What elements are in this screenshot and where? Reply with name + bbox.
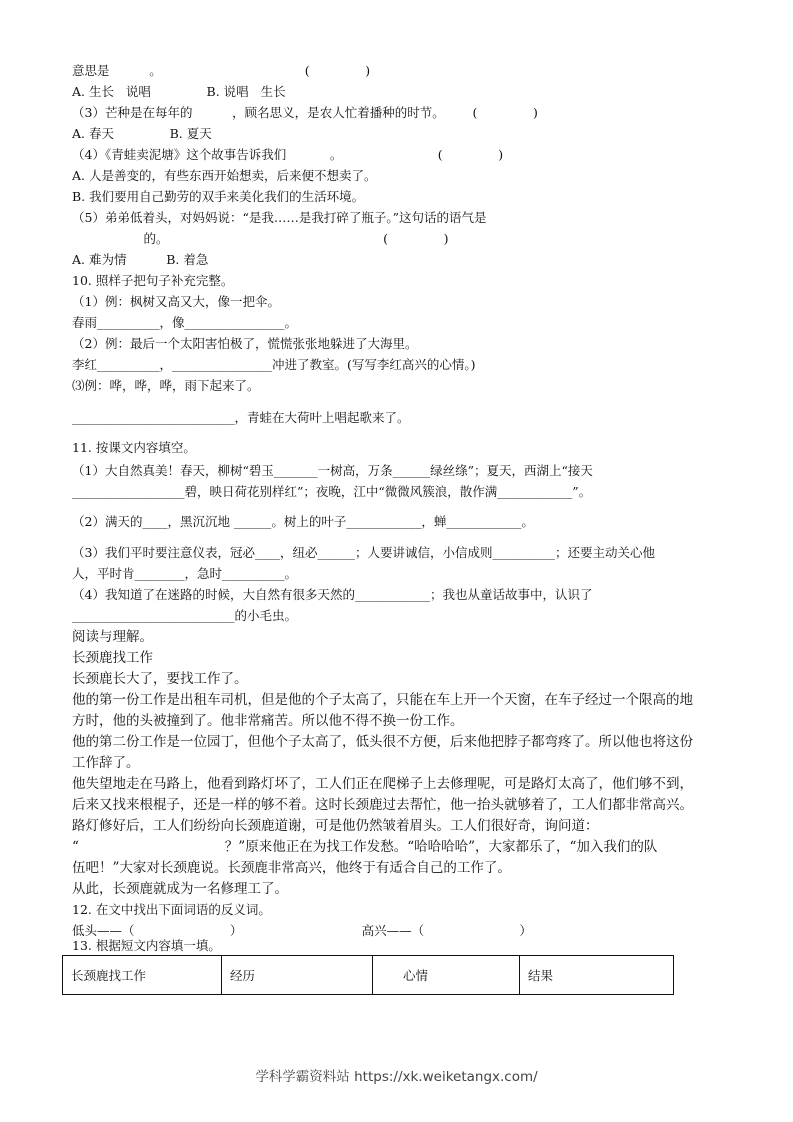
example-line: （2）例：最后一个太阳害怕极了，慌慌张张地躲进了大海里。 — [72, 336, 418, 351]
story-paragraph: 他的第二份工作是一位园丁，但他个子太高了，低头很不方便，后来他把脖子都弯疼了。所以他也将这份 — [72, 734, 693, 750]
section-heading: 11. 按课文内容填空。 — [72, 440, 196, 455]
table-cell: 结果 — [520, 956, 674, 995]
fill-line: __________________________，青蛙在大荷叶上唱起歌来了。 — [72, 410, 410, 425]
question-line: （3）芒种是在每年的 ，顾名思义，是农人忙着播种的时节。 ( ) — [72, 105, 538, 120]
fill-line: （3）我们平时要注意仪表，冠必____，纽必______；人要讲诚信，小信成则__________；还要主动关心他 — [72, 545, 655, 560]
fill-line: 低头——（ ） 高兴——（ ） — [72, 923, 532, 938]
story-paragraph: 方时，他的头被撞到了。他非常痛苦。所以他不得不换一份工作。 — [72, 713, 464, 729]
fill-line: 人，平时肯________，急时__________。 — [72, 566, 298, 581]
story-paragraph: 伍吧！”大家对长颈鹿说。长颈鹿非常高兴，他终于有适合自己的工作了。 — [72, 860, 511, 876]
fill-line: 李红__________，________________冲进了教室。(写写李红高兴的心情。) — [72, 357, 476, 372]
question-line: 的。 ( ) — [72, 231, 449, 246]
story-paragraph: 后来又找来根棍子，还是一样的够不着。这时长颈鹿过去帮忙，他一抬头就够着了，工人们都非常高兴。 — [72, 797, 693, 813]
section-heading: 13. 根据短文内容填一填。 — [72, 938, 221, 953]
fill-line: （1）大自然真美！春天，柳树“碧玉_______一树高，万条______绿丝绦”；夏天，西湖上“接天 — [72, 463, 593, 478]
story-title: 长颈鹿找工作 — [72, 650, 153, 666]
example-line: ⑶例：哗，哗，哗，雨下起来了。 — [72, 378, 260, 393]
table-cell: 心情 — [373, 956, 520, 995]
fill-line: （4）我知道了在迷路的时候，大自然有很多天然的____________；我也从童话故事中，认识了 — [72, 587, 593, 602]
section-heading: 10. 照样子把句子补充完整。 — [72, 273, 234, 288]
story-paragraph: 工作辞了。 — [72, 755, 140, 771]
table-row — [63, 956, 674, 995]
fill-line: 春雨__________，像________________。 — [72, 315, 298, 330]
option-line: A. 难为情 B. 着急 — [72, 252, 209, 267]
fill-line: __________________碧，映日荷花别样红”；夜晚，江中“微微风簇浪，散作满____________”。 — [72, 484, 592, 499]
story-paragraph: 他的第一份工作是出租车司机，但是他的个子太高了，只能在车上开一个天窗，在车子经过一个限高的地 — [72, 692, 693, 708]
question-line: （4）《青蛙卖泥塘》这个故事告诉我们 。 ( ) — [72, 147, 504, 162]
story-paragraph: 他失望地走在马路上，他看到路灯坏了，工人们正在爬梯子上去修理呢，可是路灯太高了，他们够不到， — [72, 776, 693, 792]
option-line: B. 我们要用自己勤劳的双手来美化我们的生活环境。 — [72, 189, 365, 204]
option-line: A. 春天 B. 夏天 — [72, 126, 212, 141]
question-line: 意思是 。 ( ) — [72, 63, 371, 78]
option-line: A. 人是善变的，有些东西开始想卖，后来便不想卖了。 — [72, 168, 377, 183]
story-paragraph: 路灯修好后，工人们纷纷向长颈鹿道谢，可是他仍然皱着眉头。工人们很好奇，询问道： — [72, 818, 599, 834]
table-cell: 长颈鹿找工作 — [63, 956, 222, 995]
section-heading: 12. 在文中找出下面词语的反义词。 — [72, 902, 271, 917]
story-paragraph: 从此，长颈鹿就成为一名修理工了。 — [72, 881, 288, 897]
fill-line: （2）满天的____，黑沉沉地 ______。树上的叶子____________，蝉____________。 — [72, 514, 534, 529]
question-line: （5）弟弟低着头，对妈妈说：“是我……是我打碎了瓶子。”这句话的语气是 — [72, 210, 487, 225]
example-line: （1）例：枫树又高又大，像一把伞。 — [72, 294, 280, 309]
fill-line: __________________________的小毛虫。 — [72, 608, 298, 623]
table-cell: 经历 — [222, 956, 373, 995]
answer-table — [62, 955, 674, 995]
story-paragraph: “ ？”原来他正在为找工作发愁。“哈哈哈哈”，大家都乐了，“加入我们的队 — [72, 839, 658, 855]
footer-watermark: 学科学霸资料站 https://xk.weiketangx.com/ — [255, 1069, 538, 1085]
option-line: A. 生长 说唱 B. 说唱 生长 — [72, 84, 286, 99]
section-heading: 阅读与理解。 — [72, 629, 153, 645]
story-paragraph: 长颈鹿长大了，要找工作了。 — [72, 671, 248, 687]
